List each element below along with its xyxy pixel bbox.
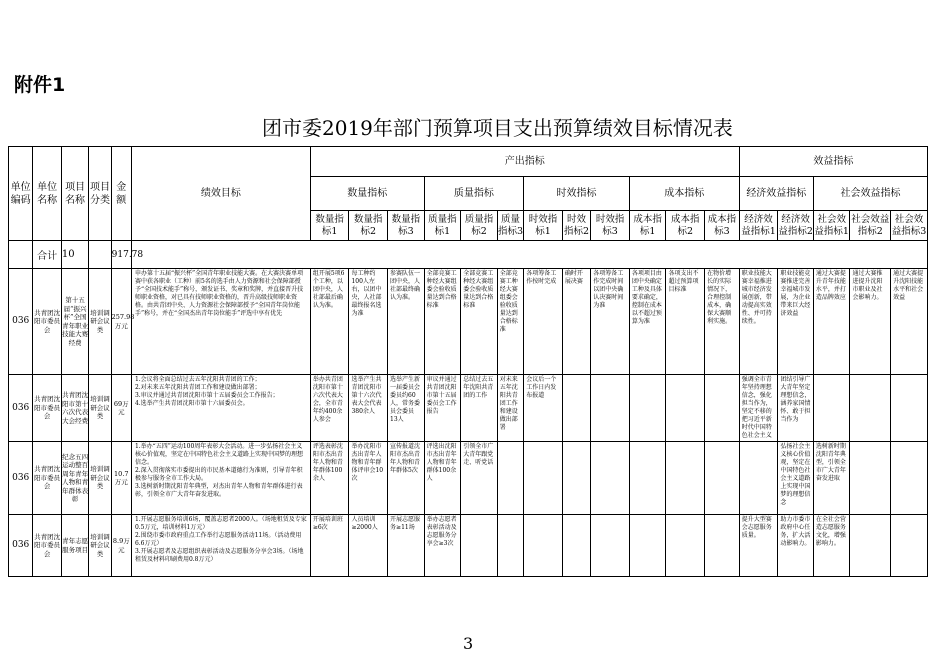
row-indicator-cell: 全部竞赛工种经大赛组委会验收质量达到合格标准 bbox=[461, 269, 498, 375]
row-indicator-cell bbox=[850, 515, 891, 577]
row-indicator-cell bbox=[524, 442, 563, 515]
row-indicator-cell bbox=[591, 442, 630, 515]
row-indicator-cell: 在全社会营造志愿服务文化，增强影响力。 bbox=[813, 515, 850, 577]
row-code: 036 bbox=[9, 269, 33, 375]
row-indicator-cell bbox=[813, 375, 850, 442]
row-indicator-cell bbox=[666, 375, 705, 442]
row-indicator-cell bbox=[629, 375, 666, 442]
row-indicator-cell: 提升大型赛会志愿服务质量。 bbox=[739, 515, 778, 577]
row-indicator-cell bbox=[629, 442, 666, 515]
row-indicator-cell: 举办共青团沈阳市第十六次代表大会，全市青年约400余人参会 bbox=[310, 375, 349, 442]
row-amount: 10.7万元 bbox=[111, 442, 131, 515]
row-indicator-cell bbox=[562, 442, 590, 515]
row-indicator-cell: 职业技能竞赛推进完善幸福城市发展，为企业带来巨大经济效益 bbox=[778, 269, 814, 375]
row-unit: 共青团沈阳市委员会 bbox=[33, 442, 61, 515]
row-indicator-cell bbox=[524, 515, 563, 577]
header-cost: 成本指标 bbox=[629, 177, 739, 211]
row-indicator-cell: 宣传报道沈阳市杰出青年人物和青年群体5次 bbox=[388, 442, 425, 515]
row-indicator-cell: 选举产生新一届委员会委员约60人，常务委员会委员13人 bbox=[388, 375, 425, 442]
row-indicator-cell bbox=[891, 515, 928, 577]
row-indicator-cell bbox=[461, 515, 498, 577]
row-indicator-cell: 团结引导广大青年坚定理想信念，涵养家国情怀、敢于担当作为 bbox=[778, 375, 814, 442]
row-indicator-cell: 举办沈阳市杰出青年人物和青年群体评审会10次 bbox=[349, 442, 388, 515]
row-indicator-cell: 通过大赛推进提升沈阳市职业及社会影响力。 bbox=[850, 269, 891, 375]
header-social: 社会效益指标 bbox=[813, 177, 927, 211]
row-indicator-cell bbox=[666, 515, 705, 577]
row-project: 第十五届“振兴杯”全国青年职业技能大赛经费 bbox=[61, 269, 88, 375]
row-indicator-cell bbox=[591, 375, 630, 442]
row-indicator-cell bbox=[562, 515, 590, 577]
row-project: 青年志愿服务项目 bbox=[61, 515, 88, 577]
subheader-cell: 时效指标1 bbox=[524, 211, 563, 241]
header-project-category: 项目分类 bbox=[89, 147, 111, 241]
row-indicator-cell bbox=[891, 375, 928, 442]
total-rest bbox=[131, 241, 927, 269]
row-indicator-cell: 弘扬社会主义核心价值观，坚定在中国特色社会主义道路上实现中国梦的理想信念 bbox=[778, 442, 814, 515]
row-indicator-cell: 通过大赛提升沈阳技能水平和社会效益 bbox=[891, 269, 928, 375]
row-indicator-cell: 审议并通过共青团沈阳市第十五届委员会工作报告 bbox=[424, 375, 461, 442]
row-goal: 1.开展志愿服务培训6场，覆盖志愿者2000人。（场地租赁及专家0.5万元，培训材料1万元） 2.围绕市委市政府重点工作举行志愿服务活动11场。（活动费用6.6万元） 3.开展志愿者及志愿组织表彰活动及志愿服务分享会3场。（场地租赁及材料印刷费用0.8万元） bbox=[131, 515, 310, 577]
row-indicator-cell: 每工种约100人左右，以团中央，人社部最终报名选为准 bbox=[349, 269, 388, 375]
row-unit: 共青团沈阳市委员会 bbox=[33, 375, 61, 442]
row-indicator-cell bbox=[850, 375, 891, 442]
row-indicator-cell: 在物价增长的实际情况下，合理控制成本，确保大赛顺利实施。 bbox=[705, 269, 740, 375]
row-category: 培训调研会议类 bbox=[89, 375, 111, 442]
total-code-cell bbox=[9, 241, 33, 269]
subheader-cell: 社会效益指标1 bbox=[813, 211, 850, 241]
subheader-cell: 数量指标2 bbox=[349, 211, 388, 241]
row-project: 纪念五四运动整百周年青年人物和青年群体表彰 bbox=[61, 442, 88, 515]
row-indicator-cell bbox=[705, 442, 740, 515]
table-row bbox=[9, 515, 928, 577]
row-goal: 1.会议将全面总结过去五年沈阳共青团的工作； 2.对未来五年沈阳共青团工作和建设做出部署； 3.审议并通过共青团沈阳市第十五届委员会工作报告； 4.选举产生共青团沈阳市第十六届委员会。 bbox=[131, 375, 310, 442]
row-category: 培训调研会议类 bbox=[89, 515, 111, 577]
table-row bbox=[9, 269, 928, 375]
row-indicator-cell: 通过大赛提升青年技能水平，并打造品牌效应 bbox=[813, 269, 850, 375]
annex-label: 附件1 bbox=[14, 74, 66, 96]
header-unit-name: 单位名称 bbox=[33, 147, 61, 241]
row-indicator-cell: 各项支出不超过预算项目标准 bbox=[666, 269, 705, 375]
row-indicator-cell: 各项筹备工作按时完成 bbox=[524, 269, 563, 375]
row-indicator-cell: 总结过去五年沈阳共青团的工作 bbox=[461, 375, 498, 442]
header-output: 产出指标 bbox=[310, 147, 739, 177]
subheader-cell: 数量指标1 bbox=[310, 211, 349, 241]
row-indicator-cell: 举办志愿者表彰活动及志愿服务分享会≥3次 bbox=[424, 515, 461, 577]
header-goal: 绩效目标 bbox=[131, 147, 310, 241]
total-empty bbox=[89, 241, 111, 269]
row-goal: 申办第十五届“振兴杯”全国青年职业技能大赛。在大赛決赛单项赛中获各职业（工种）前5名的选手由人力资源和社会保障部授予“全国技术能手”称号，颁发证书、奖章和奖牌，并直接晋升技师职业资格，对已具有技师职业资格的，晋升高级技师职业资格。由共青团中央、人力资源社会保障部授予“全国青年岗位能手”称号，并在“全国杰出青年岗位能手”评选中享有优先 bbox=[131, 269, 310, 375]
row-indicator-cell: 会议后一个工作日内发布报道 bbox=[524, 375, 563, 442]
row-unit: 共青团沈阳市委员会 bbox=[33, 515, 61, 577]
row-indicator-cell bbox=[497, 442, 523, 515]
row-indicator-cell: 开展培训班≥6次 bbox=[310, 515, 349, 577]
row-indicator-cell: 开展志愿服务≥11场 bbox=[388, 515, 425, 577]
header-quality: 质量指标 bbox=[424, 177, 524, 211]
header-quantity: 数量指标 bbox=[310, 177, 424, 211]
row-code: 036 bbox=[9, 442, 33, 515]
header-unit-code: 单位编码 bbox=[9, 147, 33, 241]
row-indicator-cell: 强调全市青年坚持理想信念，强化担当作为，坚定不移的把习近平新时代中国特色社会主义 bbox=[739, 375, 778, 442]
row-amount: 69万元 bbox=[111, 375, 131, 442]
subheader-cell: 数量指标3 bbox=[388, 211, 425, 241]
row-indicator-cell: 选树新时期沈阳青年典型，引领全市广大青年奋发进取 bbox=[813, 442, 850, 515]
row-code: 036 bbox=[9, 515, 33, 577]
row-indicator-cell: 助力市委市政府中心任务，扩大活动影响力。 bbox=[778, 515, 814, 577]
row-indicator-cell: 选举产生共青团沈阳市第十六次代表大会代表380余人 bbox=[349, 375, 388, 442]
row-indicator-cell bbox=[891, 442, 928, 515]
total-label: 合计 bbox=[33, 241, 61, 269]
total-amount: 917.78 bbox=[111, 241, 131, 269]
subheader-cell: 成本指标3 bbox=[705, 211, 740, 241]
header-timeliness: 时效指标 bbox=[524, 177, 630, 211]
row-indicator-cell: 职业技能大赛幸福推进城市经济发展创新，带动提高实效性、并可持续性。 bbox=[739, 269, 778, 375]
row-indicator-cell: 各项筹备工作完成时间以团中央确认决赛时间为准 bbox=[591, 269, 630, 375]
table-row bbox=[9, 442, 928, 515]
subheader-cell: 时效指标3 bbox=[591, 211, 630, 241]
table-title: 团市委2019年部门预算项目支出预算绩效目标情况表 bbox=[262, 116, 733, 140]
table-row bbox=[9, 375, 928, 442]
row-indicator-cell: 对未来五年沈阳共青团工作和建设做出部署 bbox=[497, 375, 523, 442]
row-indicator-cell bbox=[739, 442, 778, 515]
row-indicator-cell: 引领全市广大青年跟党走、听党话 bbox=[461, 442, 498, 515]
row-indicator-cell: 各项项目由团中央确定工种及具体要求确定，控制在成本以不超过预算为准 bbox=[629, 269, 666, 375]
row-indicator-cell bbox=[591, 515, 630, 577]
subheader-cell: 成本指标2 bbox=[666, 211, 705, 241]
header-economic: 经济效益指标 bbox=[739, 177, 813, 211]
subheader-cell: 质量指标3 bbox=[497, 211, 523, 241]
row-indicator-cell: 全部竞赛工种经大赛组委会验收质量达到合格标准 bbox=[424, 269, 461, 375]
row-indicator-cell bbox=[850, 442, 891, 515]
header-benefit: 效益指标 bbox=[739, 147, 927, 177]
subheader-cell: 质量指标2 bbox=[461, 211, 498, 241]
row-indicator-cell: 确时开展决赛 bbox=[562, 269, 590, 375]
row-indicator-cell: 人员培训≥2000人 bbox=[349, 515, 388, 577]
row-amount: 8.9万元 bbox=[111, 515, 131, 577]
total-count: 10 bbox=[61, 241, 88, 269]
row-category: 培训调研会议类 bbox=[89, 269, 111, 375]
header-project-name: 项目名称 bbox=[61, 147, 88, 241]
row-category: 培训调研会议类 bbox=[89, 442, 111, 515]
row-indicator-cell: 评选表彰沈阳市杰出青年人物和青年群体100余人 bbox=[310, 442, 349, 515]
subheader-cell: 经济效益指标2 bbox=[778, 211, 814, 241]
subheader-cell: 社会效益指标2 bbox=[850, 211, 891, 241]
row-amount: 257.98万元 bbox=[111, 269, 131, 375]
subheader-cell: 社会效益指标3 bbox=[891, 211, 928, 241]
row-indicator-cell: 参赛队伍一团中央，人社部最终确认为准。 bbox=[388, 269, 425, 375]
row-indicator-cell bbox=[666, 442, 705, 515]
row-indicator-cell bbox=[497, 515, 523, 577]
subheader-cell: 经济效益指标1 bbox=[739, 211, 778, 241]
budget-table bbox=[8, 146, 928, 577]
subheader-cell: 成本指标1 bbox=[629, 211, 666, 241]
row-goal: 1.举办“五四”运动100周年表彰大会活动。进一步弘扬社会主义核心价值观，坚定在中国特色社会主义道路上实现中国梦的理想信念。 2.深入贯彻落实市委提出的市民基本道德行为准则，引导青年积极参与服务全市工作大局。 3.选树新时期沈阳青年典型，对杰出青年人物和青年群体进行表彰，引领全市广大青年奋发进取。 bbox=[131, 442, 310, 515]
row-indicator-cell bbox=[705, 515, 740, 577]
row-code: 036 bbox=[9, 375, 33, 442]
row-indicator-cell bbox=[562, 375, 590, 442]
row-indicator-cell bbox=[629, 515, 666, 577]
subheader-cell: 质量指标1 bbox=[424, 211, 461, 241]
row-indicator-cell: 组开展5项6个工种，以团中央，人社部最后确认为准。 bbox=[310, 269, 349, 375]
page-number: 3 bbox=[463, 634, 474, 653]
row-unit: 共青团沈阳市委员会 bbox=[33, 269, 61, 375]
row-project: 共青团沈阳市第十六次代表大会经费 bbox=[61, 375, 88, 442]
subheader-cell: 时效指标2 bbox=[562, 211, 590, 241]
row-indicator-cell: 评选出沈阳市杰出青年人物和青年群体100余人 bbox=[424, 442, 461, 515]
row-indicator-cell: 全部竞赛工种经大赛组委会验收质量达到合格标准 bbox=[497, 269, 523, 375]
row-indicator-cell bbox=[705, 375, 740, 442]
header-amount: 金额 bbox=[111, 147, 131, 241]
